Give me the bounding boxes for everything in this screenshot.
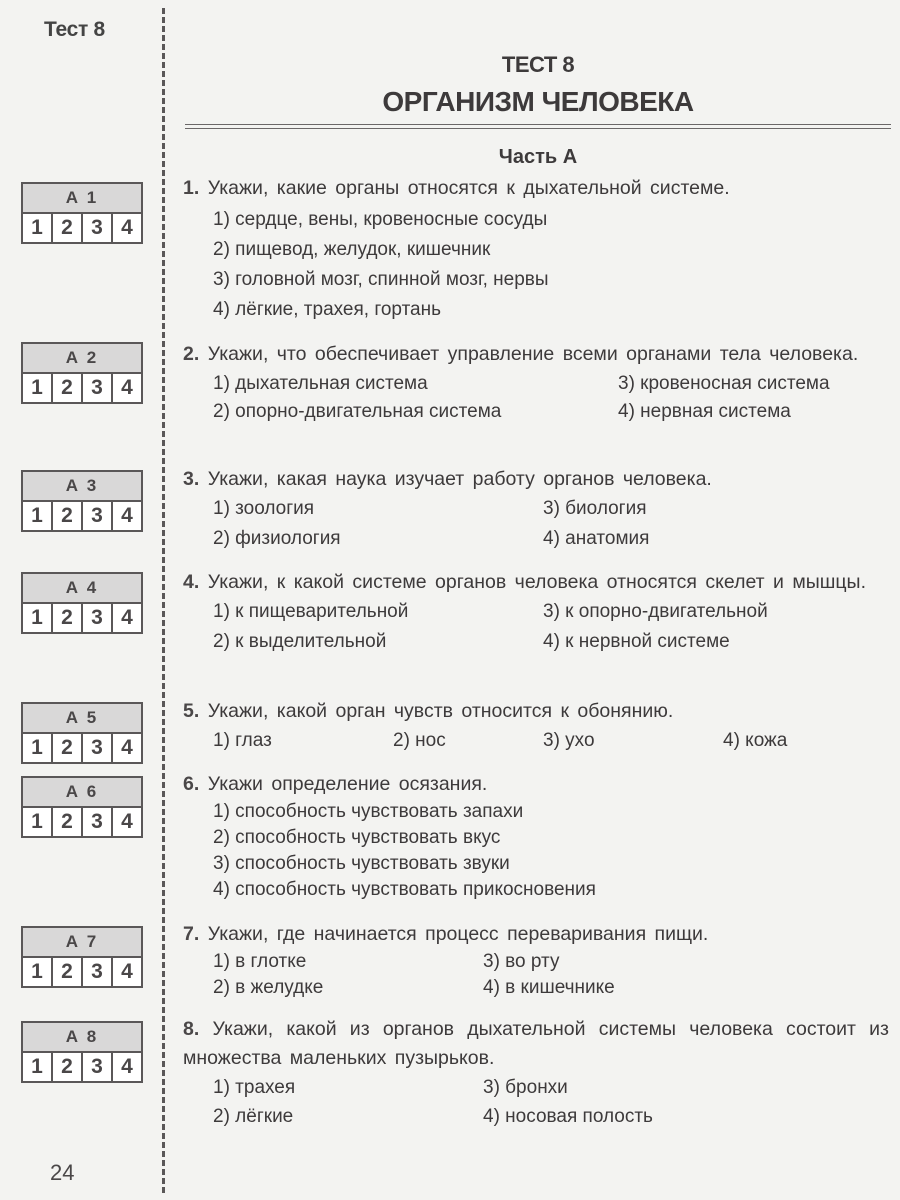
answer-box-label: А 5 <box>23 704 141 734</box>
question-number: 8. <box>183 1018 200 1040</box>
answer-sidebar <box>0 0 165 1200</box>
test-number-heading: ТЕСТ 8 <box>501 52 575 77</box>
answer-choice-2[interactable]: 2 <box>53 958 83 986</box>
answer-choice-4[interactable]: 4 <box>121 1055 133 1078</box>
answer-choice-3[interactable]: 3 <box>83 958 113 986</box>
answer-choice-2[interactable]: 2 <box>53 502 83 530</box>
question-1 <box>183 174 889 325</box>
answer-choice-2[interactable]: 2 <box>53 808 83 836</box>
answer-box-a5 <box>21 702 143 764</box>
question-text: Укажи, какой из органов дыхательной системы человека состоит из множества маленьких пузырьков. <box>183 1018 889 1069</box>
question-number: 7. <box>183 923 200 945</box>
option-4[interactable]: 4) к нервной системе <box>543 631 730 652</box>
question-6 <box>183 770 889 903</box>
option-3[interactable]: 3) к опорно-двигательной <box>543 601 768 622</box>
answer-choice-1[interactable]: 1 <box>23 734 53 762</box>
option-2[interactable]: 2) физиология <box>213 528 341 549</box>
question-3 <box>183 465 889 556</box>
option-2[interactable]: 2) к выделительной <box>213 631 387 652</box>
option-3[interactable]: 3) головной мозг, спинной мозг, нервы <box>213 269 549 290</box>
answer-box-a2 <box>21 342 143 404</box>
question-text: Укажи, что обеспечивает управление всеми органами тела человека. <box>207 343 859 365</box>
title-double-rule <box>185 124 891 129</box>
question-number: 5. <box>183 700 200 722</box>
question-text: Укажи определение осязания. <box>207 773 488 795</box>
option-1[interactable]: 1) способность чувствовать запахи <box>213 801 524 822</box>
option-2[interactable]: 2) лёгкие <box>213 1106 294 1127</box>
question-number: 3. <box>183 468 200 490</box>
option-3[interactable]: 3) ухо <box>543 730 595 751</box>
answer-choice-2[interactable]: 2 <box>53 734 83 762</box>
option-3[interactable]: 3) бронхи <box>483 1077 568 1098</box>
question-text: Укажи, какая наука изучает работу органов человека. <box>207 468 712 490</box>
question-7 <box>183 920 889 1001</box>
option-4[interactable]: 4) в кишечнике <box>483 977 615 998</box>
answer-box-label: А 1 <box>23 184 141 214</box>
answer-box-a8 <box>21 1021 143 1083</box>
option-1[interactable]: 1) сердце, вены, кровеносные сосуды <box>213 209 548 230</box>
answer-choice-4[interactable]: 4 <box>121 810 133 833</box>
answer-choice-4[interactable]: 4 <box>121 736 133 759</box>
question-text: Укажи, какие органы относятся к дыхательной системе. <box>207 177 730 199</box>
answer-choice-2[interactable]: 2 <box>53 214 83 242</box>
option-1[interactable]: 1) дыхательная система <box>213 373 428 394</box>
answer-choice-3[interactable]: 3 <box>83 1053 113 1081</box>
question-4 <box>183 568 889 659</box>
answer-box-a7 <box>21 926 143 988</box>
answer-box-a6 <box>21 776 143 838</box>
option-2[interactable]: 2) в желудке <box>213 977 324 998</box>
answer-box-label: А 8 <box>23 1023 141 1053</box>
answer-choice-1[interactable]: 1 <box>23 808 53 836</box>
cut-line-divider <box>162 8 165 1193</box>
answer-choice-1[interactable]: 1 <box>23 604 53 632</box>
answer-choice-2[interactable]: 2 <box>53 604 83 632</box>
answer-box-label: А 4 <box>23 574 141 604</box>
answer-choice-3[interactable]: 3 <box>83 374 113 402</box>
answer-choice-3[interactable]: 3 <box>83 502 113 530</box>
answer-choice-3[interactable]: 3 <box>83 604 113 632</box>
question-number: 1. <box>183 177 200 199</box>
answer-box-a1 <box>21 182 143 244</box>
answer-box-label: А 7 <box>23 928 141 958</box>
page-title: ОРГАНИЗМ ЧЕЛОВЕКА <box>382 86 694 117</box>
option-4[interactable]: 4) лёгкие, трахея, гортань <box>213 299 442 320</box>
question-text: Укажи, какой орган чувств относится к обонянию. <box>207 700 674 722</box>
answer-choice-1[interactable]: 1 <box>23 1053 53 1081</box>
question-2 <box>183 340 889 427</box>
option-2[interactable]: 2) опорно-двигательная система <box>213 401 502 422</box>
question-number: 4. <box>183 571 200 593</box>
option-4[interactable]: 4) анатомия <box>543 528 650 549</box>
question-number: 6. <box>183 773 200 795</box>
answer-choice-2[interactable]: 2 <box>53 374 83 402</box>
option-1[interactable]: 1) трахея <box>213 1077 296 1098</box>
answer-box-label: А 3 <box>23 472 141 502</box>
option-1[interactable]: 1) к пищеварительной <box>213 601 409 622</box>
option-4[interactable]: 4) носовая полость <box>483 1106 653 1127</box>
option-1[interactable]: 1) зоология <box>213 498 315 519</box>
option-3[interactable]: 3) способность чувствовать звуки <box>213 853 510 874</box>
option-3[interactable]: 3) кровеносная система <box>618 373 830 394</box>
answer-choice-3[interactable]: 3 <box>83 808 113 836</box>
answer-box-a4 <box>21 572 143 634</box>
answer-choice-3[interactable]: 3 <box>83 734 113 762</box>
answer-choice-4[interactable]: 4 <box>121 376 133 399</box>
answer-choice-1[interactable]: 1 <box>23 374 53 402</box>
answer-choice-1[interactable]: 1 <box>23 214 53 242</box>
answer-choice-4[interactable]: 4 <box>121 960 133 983</box>
question-text: Укажи, где начинается процесс переваривания пищи. <box>207 923 709 945</box>
answer-choice-3[interactable]: 3 <box>83 214 113 242</box>
answer-choice-4[interactable]: 4 <box>121 216 133 239</box>
answer-box-a3 <box>21 470 143 532</box>
sidebar-test-label: Тест 8 <box>44 18 105 41</box>
answer-choice-4[interactable]: 4 <box>121 504 133 527</box>
page-number: 24 <box>50 1160 75 1185</box>
question-number: 2. <box>183 343 200 365</box>
option-3[interactable]: 3) во рту <box>483 951 560 972</box>
answer-choice-4[interactable]: 4 <box>121 606 133 629</box>
question-text: Укажи, к какой системе органов человека относятся скелет и мышцы. <box>207 571 866 593</box>
option-2[interactable]: 2) способность чувствовать вкус <box>213 827 501 848</box>
answer-choice-1[interactable]: 1 <box>23 502 53 530</box>
part-heading: Часть А <box>498 146 578 168</box>
option-3[interactable]: 3) биология <box>543 498 647 519</box>
answer-box-label: А 6 <box>23 778 141 808</box>
answer-box-label: А 2 <box>23 344 141 374</box>
question-8 <box>183 1015 889 1133</box>
option-2[interactable]: 2) нос <box>393 730 446 751</box>
option-4[interactable]: 4) нервная система <box>618 401 791 422</box>
answer-choice-1[interactable]: 1 <box>23 958 53 986</box>
question-5 <box>183 697 889 756</box>
option-4[interactable]: 4) кожа <box>723 730 788 751</box>
answer-choice-2[interactable]: 2 <box>53 1053 83 1081</box>
option-1[interactable]: 1) в глотке <box>213 951 307 972</box>
option-4[interactable]: 4) способность чувствовать прикосновения <box>213 879 596 900</box>
option-2[interactable]: 2) пищевод, желудок, кишечник <box>213 239 491 260</box>
option-1[interactable]: 1) глаз <box>213 730 272 751</box>
